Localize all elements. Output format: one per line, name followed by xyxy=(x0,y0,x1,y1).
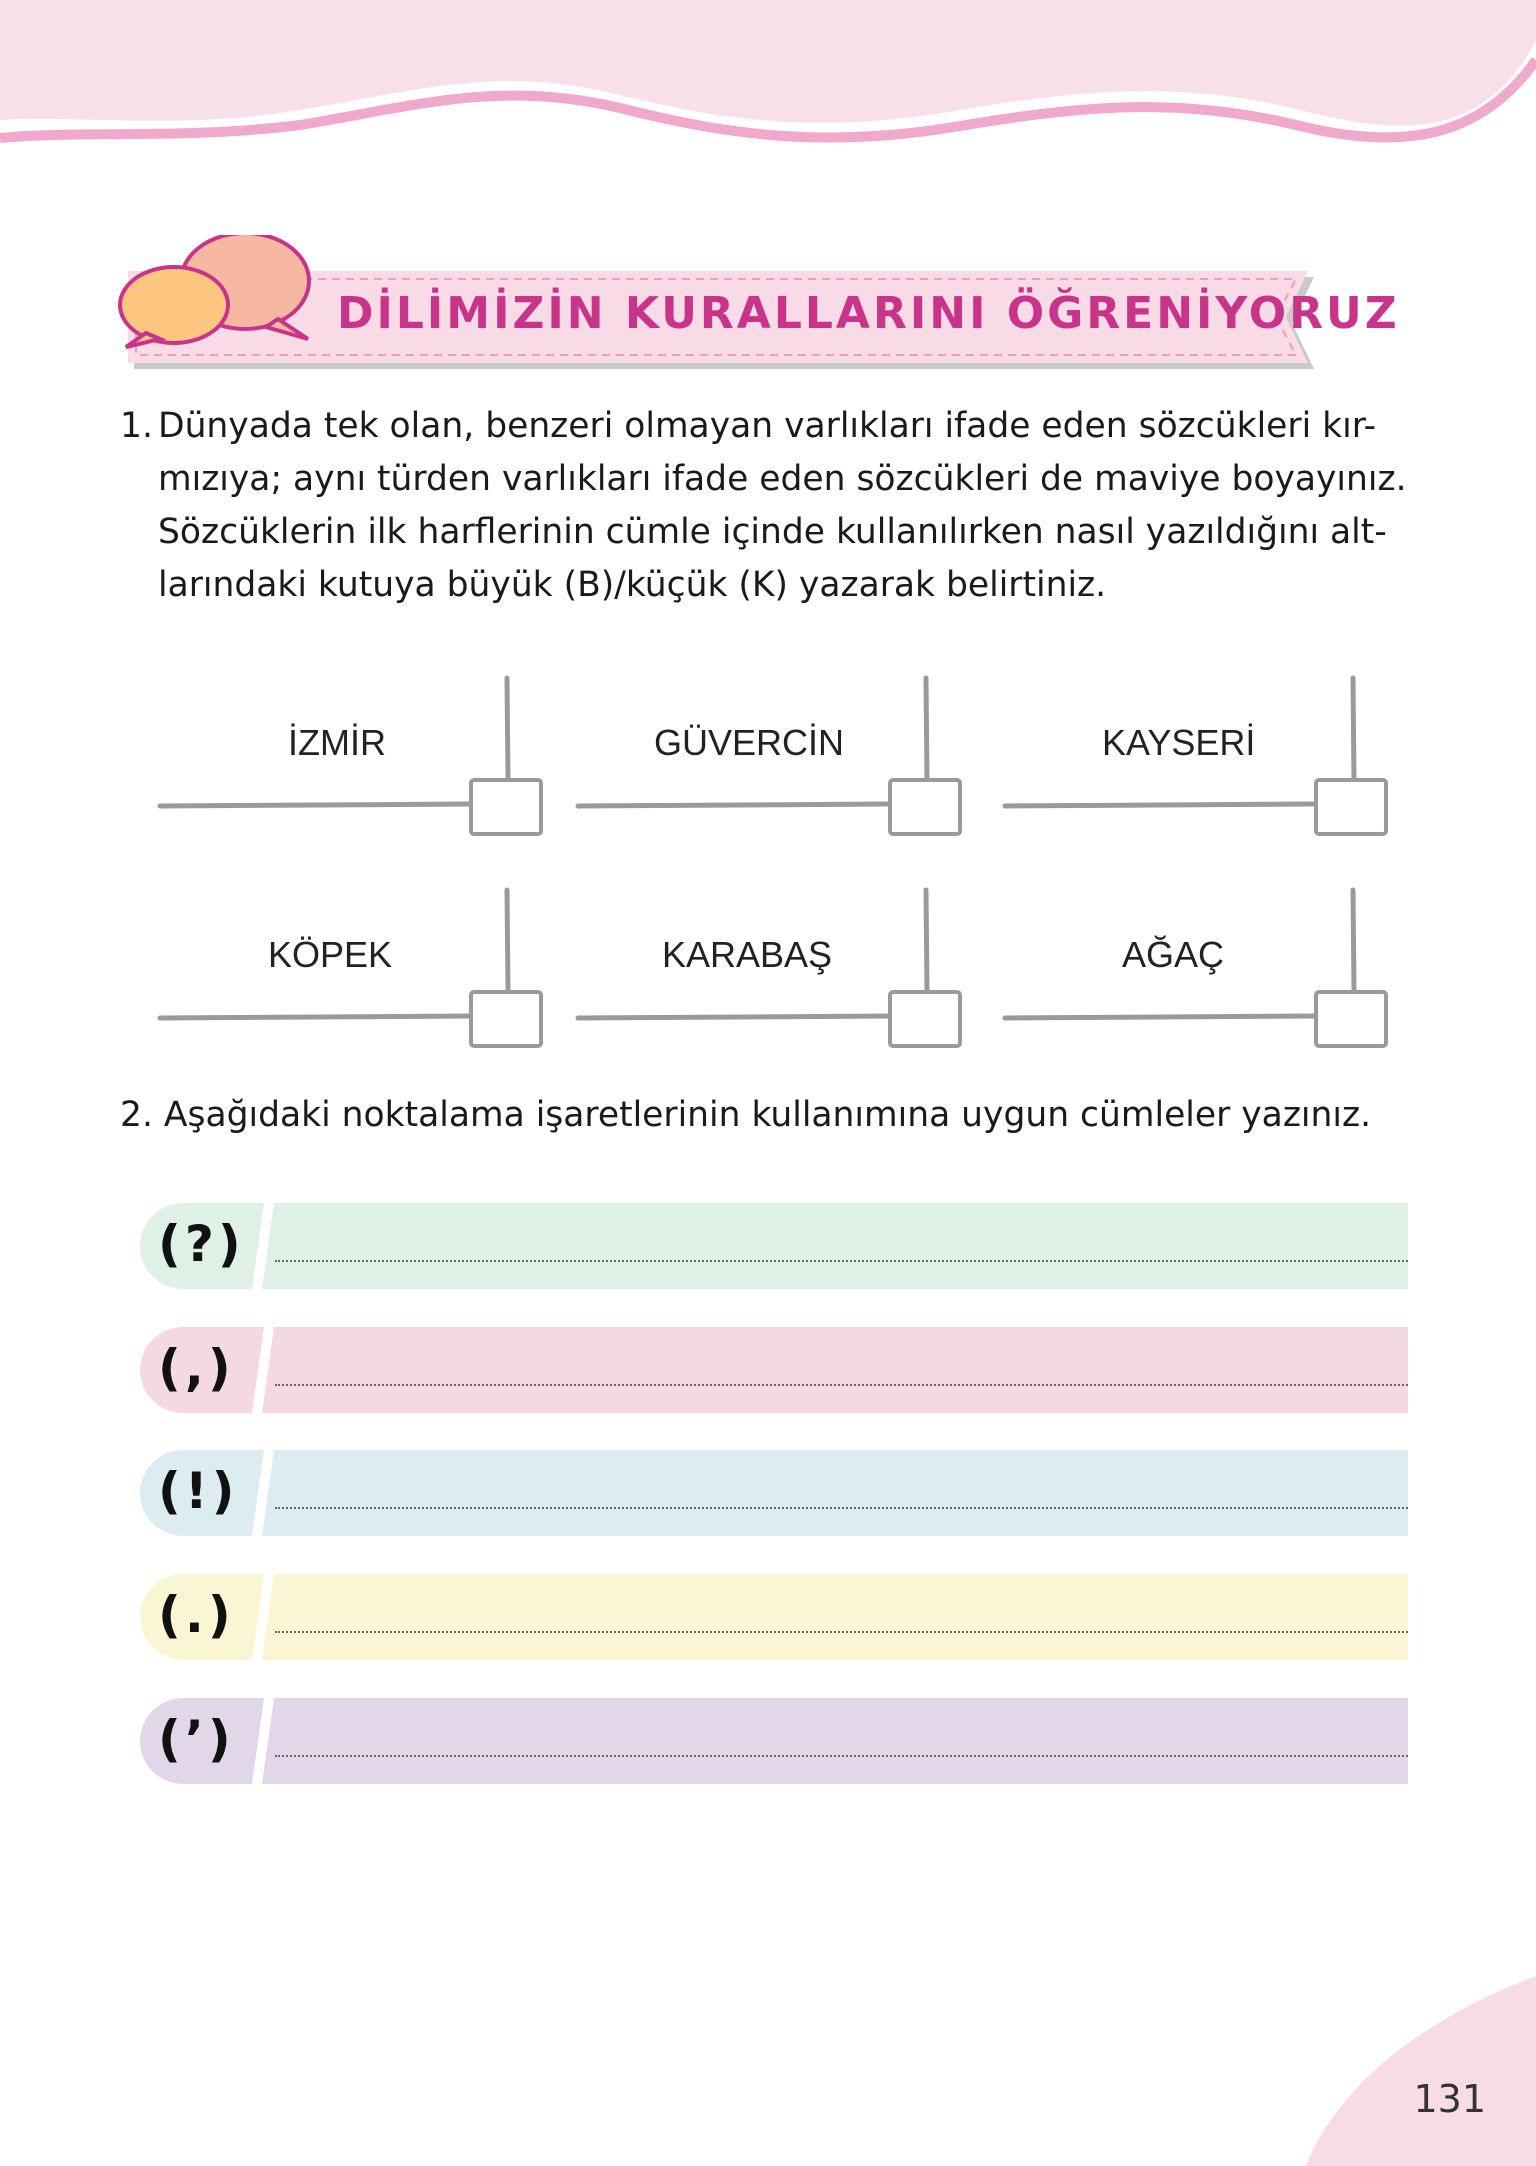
answer-box xyxy=(890,992,960,1046)
word-kayseri: KAYSERİ xyxy=(1102,722,1256,763)
answer-row-exclamation[interactable] xyxy=(140,1450,1408,1536)
top-wave-decoration xyxy=(0,0,1536,160)
word-karabas: KARABAŞ xyxy=(662,934,833,975)
writing-area[interactable] xyxy=(260,1327,1408,1413)
word-agac: AĞAÇ xyxy=(1122,934,1225,975)
answer-box xyxy=(1316,992,1386,1046)
writing-area[interactable] xyxy=(260,1574,1408,1660)
word-izmir: İZMİR xyxy=(288,722,386,763)
question-1-line: Sözcüklerin ilk harflerinin cümle içinde kullanılırken nasıl yazıldığını alt- xyxy=(158,512,1387,552)
period-symbol: (.) xyxy=(158,1586,235,1644)
question-mark-symbol: (?) xyxy=(158,1215,245,1273)
dotted-writing-line[interactable] xyxy=(275,1631,1408,1633)
answer-row-period[interactable] xyxy=(140,1574,1408,1660)
dotted-writing-line[interactable] xyxy=(275,1384,1408,1386)
dotted-writing-line[interactable] xyxy=(275,1260,1408,1262)
writing-area[interactable] xyxy=(260,1203,1408,1289)
word-kopek: KÖPEK xyxy=(268,934,393,975)
question-2: 2. Aşağıdaki noktalama işaretlerinin kullanımına uygun cümleler yazınız. xyxy=(120,1095,1372,1135)
answer-box xyxy=(471,780,541,834)
question-1-line: Dünyada tek olan, benzeri olmayan varlıkları ifade eden sözcükleri kır- xyxy=(158,406,1377,446)
answer-box xyxy=(471,992,541,1046)
question-1-number: 1. xyxy=(120,406,153,446)
answer-box xyxy=(1316,780,1386,834)
answer-row-question-mark[interactable] xyxy=(140,1203,1408,1289)
apostrophe-symbol: (’) xyxy=(158,1710,235,1768)
dotted-writing-line[interactable] xyxy=(275,1755,1408,1757)
exclamation-symbol: (!) xyxy=(158,1462,239,1520)
corner-decoration xyxy=(1306,1976,1536,2166)
question-1 xyxy=(120,400,1440,612)
page-title: DİLİMİZİN KURALLARINI ÖĞRENİYORUZ xyxy=(337,288,1400,339)
answer-row-comma[interactable] xyxy=(140,1327,1408,1413)
answer-row-apostrophe[interactable] xyxy=(140,1698,1408,1784)
speech-bubbles-icon xyxy=(120,235,309,347)
question-1-line: mızıya; aynı türden varlıkları ifade eden sözcükleri de maviye boyayınız. xyxy=(158,459,1407,499)
page-number: 131 xyxy=(1413,2077,1486,2121)
word-guvercin: GÜVERCİN xyxy=(654,722,845,763)
writing-area[interactable] xyxy=(260,1698,1408,1784)
answer-box xyxy=(890,780,960,834)
question-1-line: larındaki kutuya büyük (B)/küçük (K) yazarak belirtiniz. xyxy=(158,565,1107,605)
comma-symbol: (,) xyxy=(158,1339,235,1397)
writing-area[interactable] xyxy=(260,1450,1408,1536)
dotted-writing-line[interactable] xyxy=(275,1507,1408,1509)
